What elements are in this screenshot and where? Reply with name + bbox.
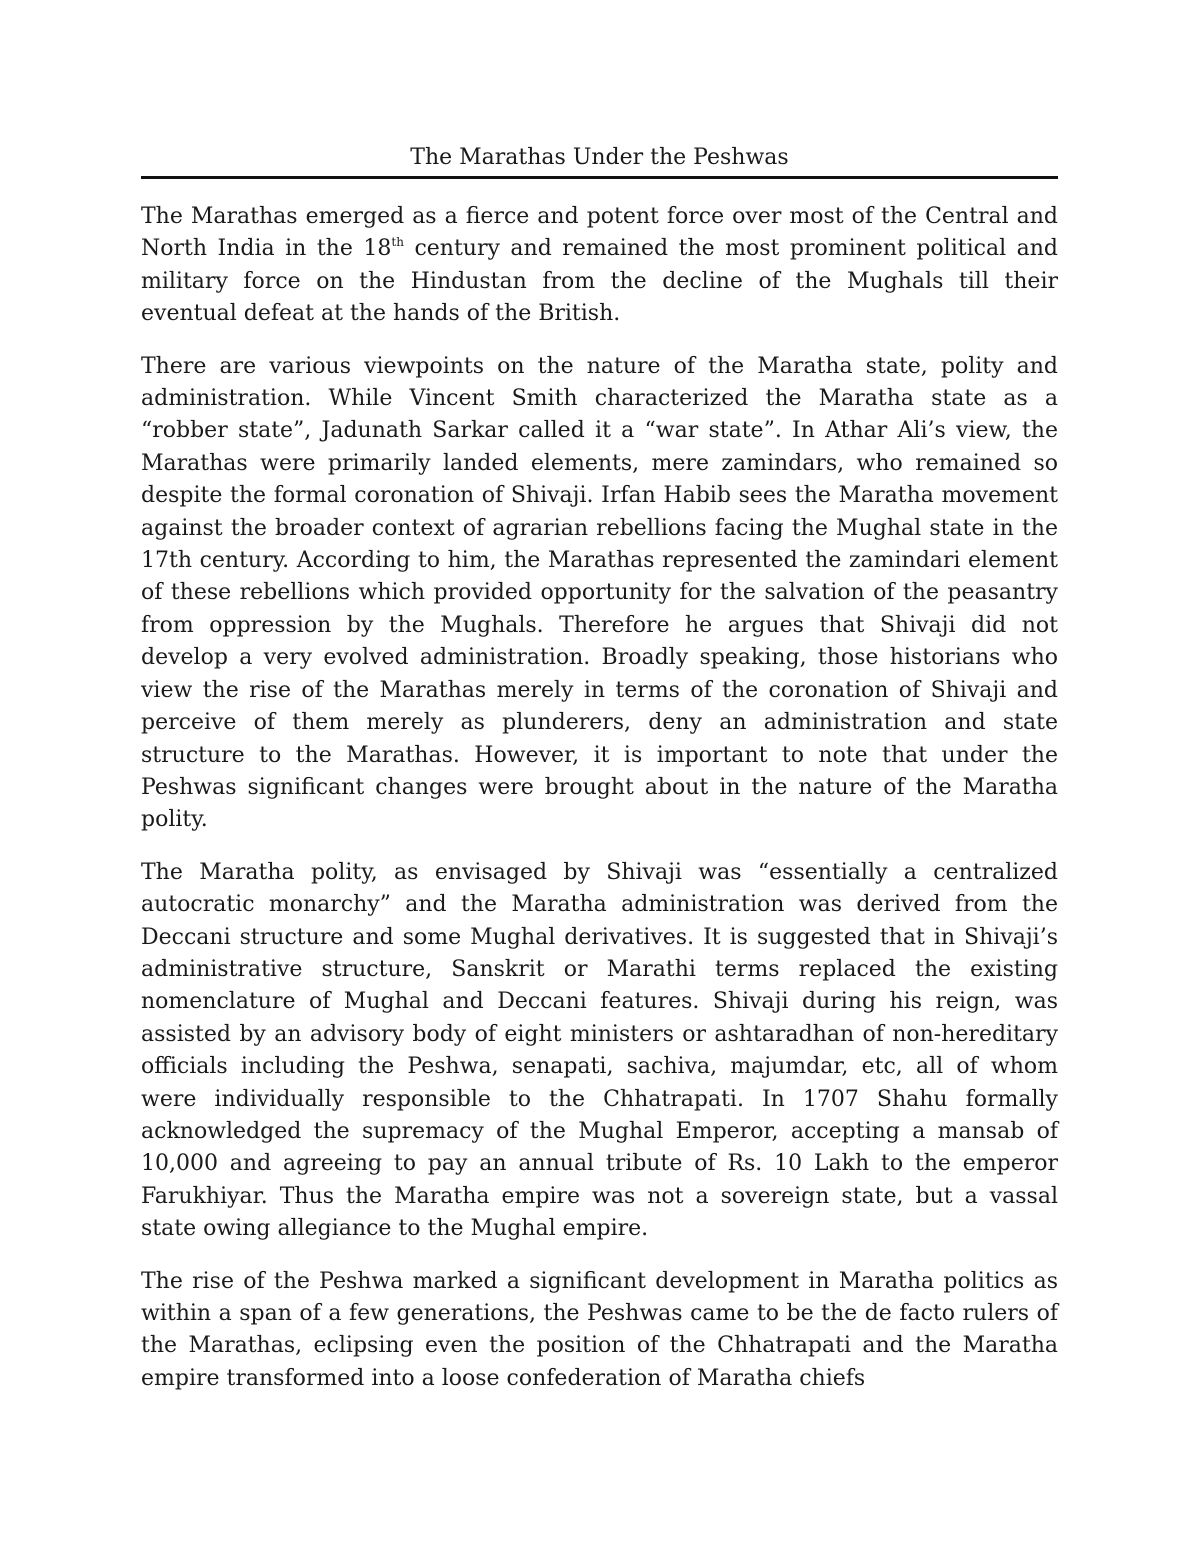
- paragraph-1-text-end: century and remained the most prominent political and military force on the Hindustan from the decline of the Mughals till their eventual defeat at the hands of the British.: [141, 236, 1058, 327]
- document-page: [141, 142, 1058, 1415]
- paragraph-1-text-start: The Marathas emerged as a fierce and potent force over most of the Central and North India in the 18: [141, 204, 1058, 262]
- paragraph-2: There are various viewpoints on the nature of the Maratha state, polity and administration. While Vincent Smith characterized the Maratha state as a “robber state”, Jadunath Sarkar called it a “war state”. In Athar Ali’s view, the Marathas were primarily landed elements, mere zamindars, who remained so despite the formal coronation of Shivaji. Irfan Habib sees the Maratha movement against the broader context of agrarian rebellions facing the Mughal state in the 17th century. According to him, the Marathas represented the zamindari element of these rebellions which provided opportunity for the salvation of the peasantry from oppression by the Mughals. Therefore he argues that Shivaji did not develop a very evolved administration. Broadly speaking, those historians who view the rise of the Marathas merely in terms of the coronation of Shivaji and perceive of them merely as plunderers, deny an administration and state structure to the Marathas. However, it is important to note that under the Peshwas significant changes were brought about in the nature of the Maratha polity.: [141, 353, 1058, 833]
- paragraph-3: The Maratha polity, as envisaged by Shivaji was “essentially a centralized autocratic monarchy” and the Maratha administration was derived from the Deccani structure and some Mughal derivatives. It is suggested that in Shivaji’s administrative structure, Sanskrit or Marathi terms replaced the existing nomenclature of Mughal and Deccani features. Shivaji during his reign, was assisted by an advisory body of eight ministers or ashtaradhan of non-hereditary officials including the Peshwa, senapati, sachiva, majumdar, etc, all of whom were individually responsible to the Chhatrapati. In 1707 Shahu formally acknowledged the supremacy of the Mughal Emperor, accepting a mansab of 10,000 and agreeing to pay an annual tribute of Rs. 10 Lakh to the emperor Farukhiyar. Thus the Maratha empire was not a sovereign state, but a vassal state owing allegiance to the Mughal empire.: [141, 859, 1058, 1242]
- paragraph-4: The rise of the Peshwa marked a significant development in Maratha politics as within a span of a few generations, the Peshwas came to be the de facto rulers of the Marathas, eclipsing even the position of the Chhatrapati and the Maratha empire transformed into a loose confederation of Maratha chiefs: [141, 1268, 1058, 1391]
- paragraph-1: [141, 201, 1058, 331]
- document-body: [141, 201, 1058, 1395]
- ordinal-superscript: th: [391, 235, 404, 250]
- document-title: The Marathas Under the Peshwas: [141, 142, 1058, 179]
